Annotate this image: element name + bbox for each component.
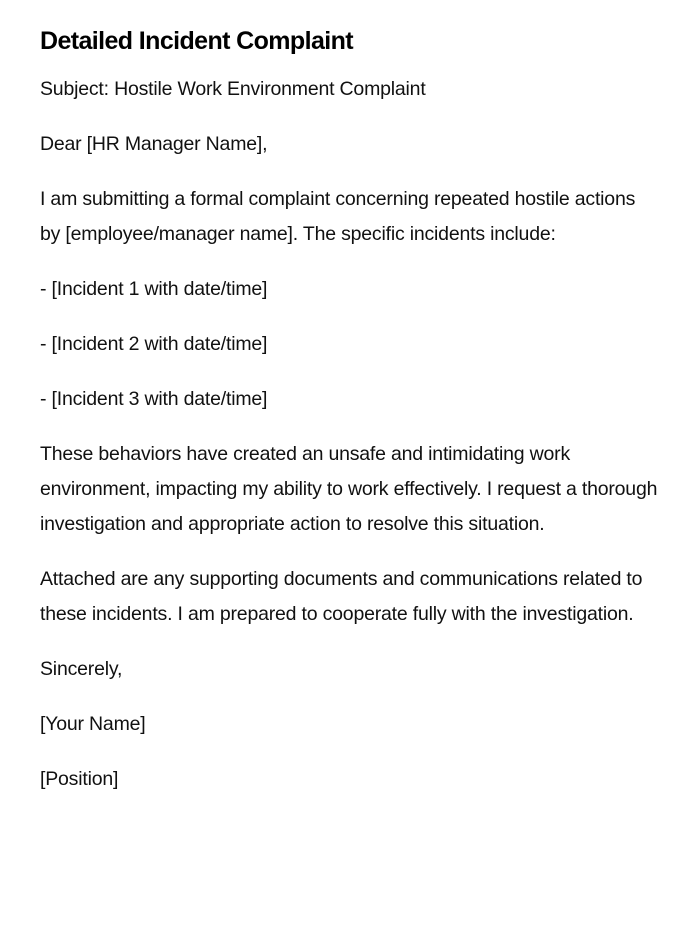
incident-item: - [Incident 2 with date/time] [40, 333, 268, 355]
document-title: Detailed Incident Complaint [40, 27, 353, 55]
impact-paragraph: These behaviors have created an unsafe and intimidating work environment, impacting my ability to work effectively. I request a thorough investigation and appropriate action to resolve this situation. [40, 443, 658, 535]
document-page [40, 24, 660, 817]
intro-paragraph: I am submitting a formal complaint concerning repeated hostile actions by [employee/manager name]. The specific incidents include: [40, 188, 636, 245]
signature-position: [Position] [40, 768, 119, 790]
subject-line: Subject: Hostile Work Environment Complaint [40, 78, 426, 100]
closing: Sincerely, [40, 658, 123, 680]
signature-name: [Your Name] [40, 713, 146, 735]
incident-item: - [Incident 3 with date/time] [40, 388, 268, 410]
salutation: Dear [HR Manager Name], [40, 133, 268, 155]
incident-item: - [Incident 1 with date/time] [40, 278, 268, 300]
attachments-paragraph: Attached are any supporting documents and communications related to these incidents. I am prepared to cooperate fully with the investigation. [40, 568, 643, 625]
